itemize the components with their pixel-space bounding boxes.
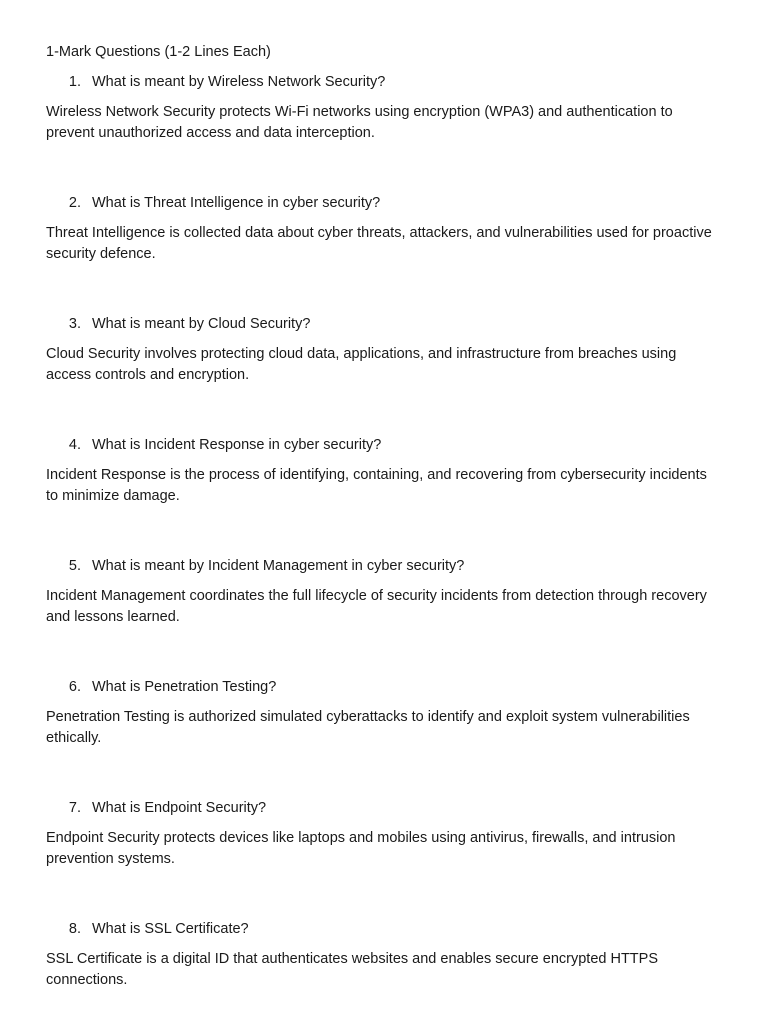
question-item xyxy=(46,193,722,264)
question-item xyxy=(46,677,722,748)
question-item xyxy=(46,556,722,627)
question xyxy=(46,556,722,576)
document-heading: 1-Mark Questions (1-2 Lines Each) xyxy=(46,44,271,60)
question xyxy=(46,798,722,818)
question-text: What is Threat Intelligence in cyber security? xyxy=(92,195,381,211)
question-number: 7. xyxy=(68,800,81,816)
answer-text: Penetration Testing is authorized simulated cyberattacks to identify and exploit system vulnerabilities ethically. xyxy=(46,709,690,746)
question-text: What is Endpoint Security? xyxy=(92,800,267,816)
answer-text: Incident Management coordinates the full lifecycle of security incidents from detection through recovery and lessons learned. xyxy=(46,588,707,625)
question-number: 4. xyxy=(68,437,81,453)
question-number: 1. xyxy=(68,74,81,90)
question xyxy=(46,193,722,213)
question-list xyxy=(46,72,722,990)
answer-text: Cloud Security involves protecting cloud data, applications, and infrastructure from breaches using access controls and encryption. xyxy=(46,346,677,383)
question-text: What is Incident Response in cyber security? xyxy=(92,437,382,453)
question-text: What is meant by Incident Management in cyber security? xyxy=(92,558,465,574)
answer-text: SSL Certificate is a digital ID that authenticates websites and enables secure encrypted HTTPS connections. xyxy=(46,951,659,988)
answer-text: Endpoint Security protects devices like laptops and mobiles using antivirus, firewalls, and intrusion prevention systems. xyxy=(46,830,676,867)
answer-text: Incident Response is the process of identifying, containing, and recovering from cybersecurity incidents to minimize damage. xyxy=(46,467,707,504)
question xyxy=(46,435,722,455)
question-item xyxy=(46,435,722,506)
question-number: 5. xyxy=(68,558,81,574)
question xyxy=(46,72,722,92)
question-number: 8. xyxy=(68,921,81,937)
answer-text: Wireless Network Security protects Wi-Fi networks using encryption (WPA3) and authentication to prevent unauthorized access and data interception. xyxy=(46,104,673,141)
question-text: What is meant by Wireless Network Security? xyxy=(92,74,386,90)
question-text: What is SSL Certificate? xyxy=(92,921,249,937)
question xyxy=(46,314,722,334)
answer-text: Threat Intelligence is collected data about cyber threats, attackers, and vulnerabilities used for proactive security defence. xyxy=(46,225,712,262)
question xyxy=(46,919,722,939)
question-number: 3. xyxy=(68,316,81,332)
question-number: 2. xyxy=(68,195,81,211)
question-item xyxy=(46,798,722,869)
question-item xyxy=(46,72,722,143)
question-text: What is meant by Cloud Security? xyxy=(92,316,311,332)
question-item xyxy=(46,919,722,990)
question-text: What is Penetration Testing? xyxy=(92,679,277,695)
question-item xyxy=(46,314,722,385)
question xyxy=(46,677,722,697)
question-number: 6. xyxy=(68,679,81,695)
